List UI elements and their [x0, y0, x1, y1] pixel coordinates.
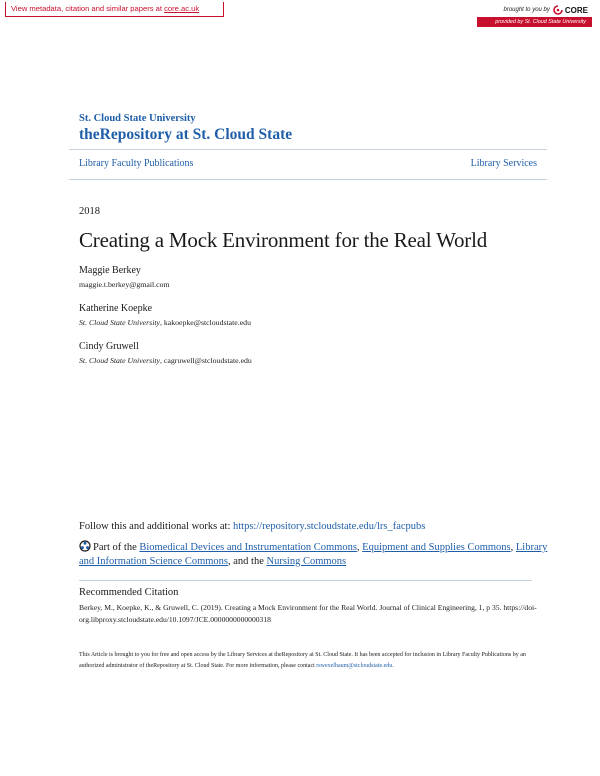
author-affiliation: St. Cloud State University: [79, 356, 160, 365]
core-brought-by[interactable]: [504, 4, 589, 16]
core-banner: [0, 0, 600, 30]
part-of-prefix: Part of the: [93, 542, 140, 553]
separator: ,: [356, 542, 363, 553]
commons-link-nursing[interactable]: Nursing Commons: [266, 556, 347, 567]
commons-link-equipment[interactable]: Equipment and Supplies Commons: [362, 542, 511, 553]
author-block: [79, 265, 170, 289]
author-detail: [79, 280, 170, 289]
author-name: Cindy Gruwell: [79, 341, 139, 352]
brought-by-text: brought to you by: [503, 7, 550, 13]
separator: ,: [510, 542, 516, 553]
author-name: Maggie Berkey: [79, 265, 141, 276]
commons-link-biomedical[interactable]: Biomedical Devices and Instrumentation Commons: [139, 542, 357, 553]
core-metadata-link[interactable]: [5, 2, 224, 17]
publication-year: 2018: [79, 206, 100, 217]
repository-name[interactable]: theRepository at St. Cloud State: [79, 126, 293, 143]
follow-label: Follow this and additional works at:: [79, 521, 233, 532]
core-logo: [553, 5, 588, 15]
core-metadata-text: View metadata, citation and similar papers at: [11, 4, 165, 13]
collection-bar: [69, 149, 547, 180]
notice-end: .: [392, 662, 394, 669]
paper-title: Creating a Mock Environment for the Real World: [79, 228, 488, 252]
author-detail: [79, 318, 251, 327]
department-link[interactable]: Library Services: [470, 158, 537, 169]
author-email[interactable]: , kakoepke@stcloudstate.edu: [160, 318, 251, 327]
access-notice: [79, 650, 549, 671]
notice-text: This Article is brought to you for free and open access by the Library Services at theRepository at St. Cloud State. It has been accepted for inclusion in Library Faculty Publications by an authorized administrator of theRepository at St. Cloud State. For more information, please contact: [79, 652, 526, 669]
separator: , and the: [228, 556, 267, 567]
core-logo-icon: [553, 5, 563, 15]
contact-email-link[interactable]: rswexelbaum@stcloudstate.edu: [316, 662, 393, 669]
part-of-line: [79, 540, 549, 569]
author-detail: [79, 356, 252, 365]
author-affiliation: St. Cloud State University: [79, 318, 160, 327]
divider: [79, 580, 532, 581]
collection-link[interactable]: Library Faculty Publications: [79, 158, 194, 169]
network-icon: [79, 540, 91, 552]
core-ac-uk-link[interactable]: core.ac.uk: [164, 4, 200, 13]
follow-line: [79, 521, 425, 532]
university-name[interactable]: St. Cloud State University: [79, 113, 196, 124]
author-block: [79, 303, 251, 327]
provided-by-badge: provided by St. Cloud State University: [477, 17, 592, 27]
commons-link-library-science[interactable]: Library and Information Science Commons: [79, 542, 548, 567]
core-logo-text: CORE: [564, 5, 588, 15]
author-name: Katherine Koepke: [79, 303, 153, 314]
recommended-citation-heading: Recommended Citation: [79, 587, 179, 598]
author-email[interactable]: , cagruwell@stcloudstate.edu: [160, 356, 252, 365]
author-email[interactable]: maggie.t.berkey@gmail.com: [79, 280, 170, 289]
follow-url-link[interactable]: https://repository.stcloudstate.edu/lrs_facpubs: [233, 521, 426, 532]
citation-text: Berkey, M., Koepke, K., & Gruwell, C. (2019). Creating a Mock Environment for the Real World. Journal of Clinical Engineering, 1, p 35. https://doi-org.libproxy.stcloudstate.edu/10.1097/JCE.0000000000000318: [79, 603, 537, 624]
author-block: [79, 341, 252, 365]
repository-header: [79, 113, 292, 144]
